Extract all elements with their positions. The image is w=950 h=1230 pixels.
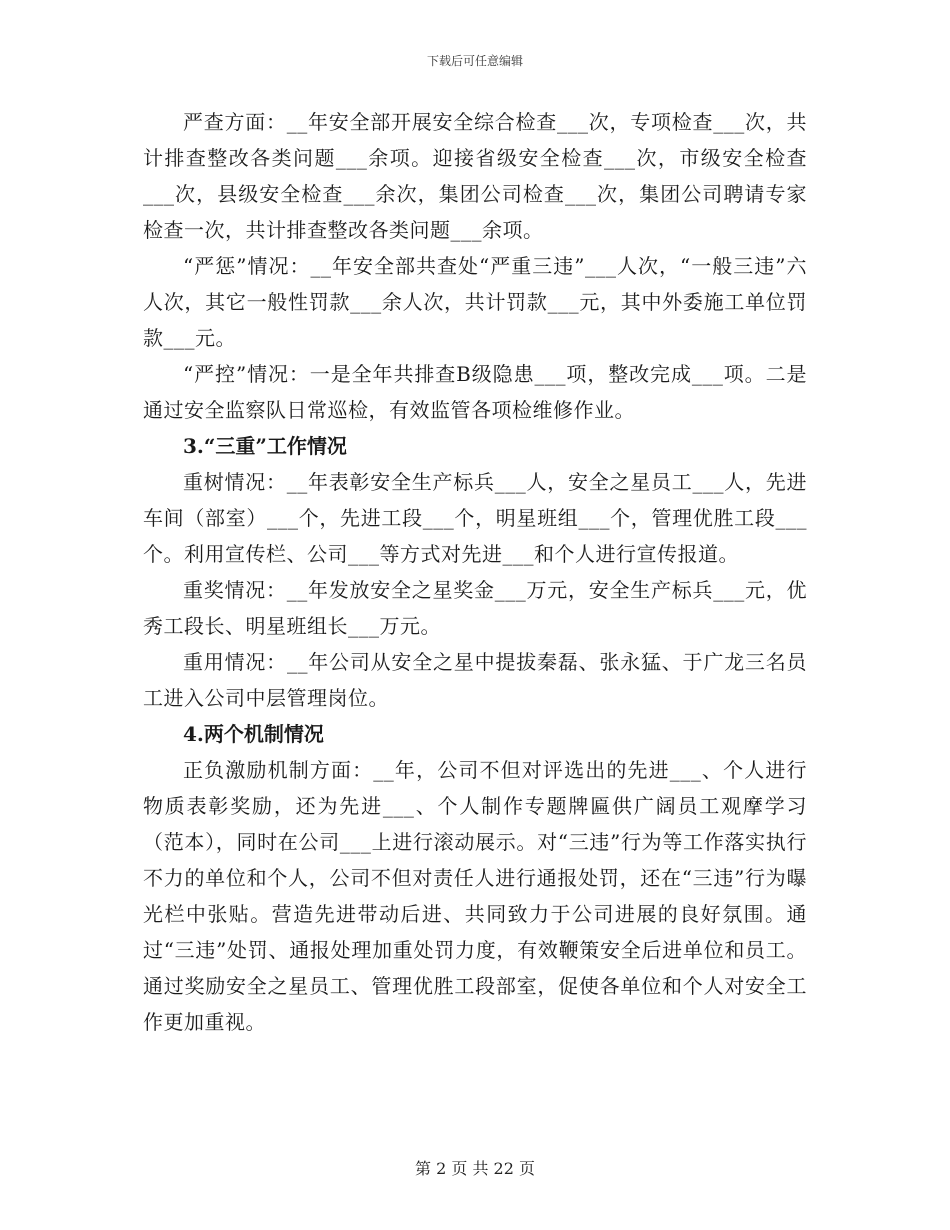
section-heading-three-emphasis: 3.“三重”工作情况 bbox=[183, 434, 347, 458]
paragraph-strict-control: “严控”情况：一是全年共排查B级隐患___项，整改完成___项。二是通过安全监察队日常巡检，有效监管各项检维修作业。 bbox=[143, 362, 807, 422]
paragraph-promotion: 重用情况：__年公司从安全之星中提拔秦磊、张永猛、于广龙三名员工进入公司中层管理岗位。 bbox=[143, 650, 807, 710]
paragraph-strict-inspection: 严查方面：__年安全部开展安全综合检查___次，专项检查___次，共计排查整改各类问题___余项。迎接省级安全检查___次，市级安全检查___次，县级安全检查___余次，集团公司检查___次，集团公司聘请专家检查一次，共计排查整改各类问题___余项。 bbox=[143, 110, 807, 242]
section-heading-two-mechanisms: 4.两个机制情况 bbox=[183, 722, 324, 746]
page-number-footer: 第 2 页 共 22 页 bbox=[415, 1159, 535, 1178]
page-header-note: 下载后可任意编辑 bbox=[426, 54, 523, 68]
paragraph-strict-punishment: “严惩”情况：__年安全部共查处“严重三违”___人次，“一般三违”六人次，其它一般性罚款___余人次，共计罚款___元，其中外委施工单位罚款___元。 bbox=[143, 254, 807, 350]
paragraph-rewards: 重奖情况：__年发放安全之星奖金___万元，安全生产标兵___元，优秀工段长、明星班组长___万元。 bbox=[143, 578, 807, 638]
paragraph-incentive-mechanism: 正负激励机制方面：__年，公司不但对评选出的先进___、个人进行物质表彰奖励，还为先进___、个人制作专题牌匾供广阔员工观摩学习（范本），同时在公司___上进行滚动展示。对“三违”行为等工作落实执行不力的单位和个人，公司不但对责任人进行通报处罚，还在“三违”行为曝光栏中张贴。营造先进带动后进、共同致力于公司进展的良好氛围。通过“三违”处罚、通报处理加重处罚力度，有效鞭策安全后进单位和员工。通过奖励安全之星员工、管理优胜工段部室，促使各单位和个人对安全工作更加重视。 bbox=[143, 758, 807, 1034]
document-body bbox=[143, 104, 807, 1040]
paragraph-commendation: 重树情况：__年表彰安全生产标兵___人，安全之星员工___人，先进车间（部室）___个，先进工段___个，明星班组___个，管理优胜工段___个。利用宣传栏、公司___等方式对先进___和个人进行宣传报道。 bbox=[143, 470, 807, 566]
